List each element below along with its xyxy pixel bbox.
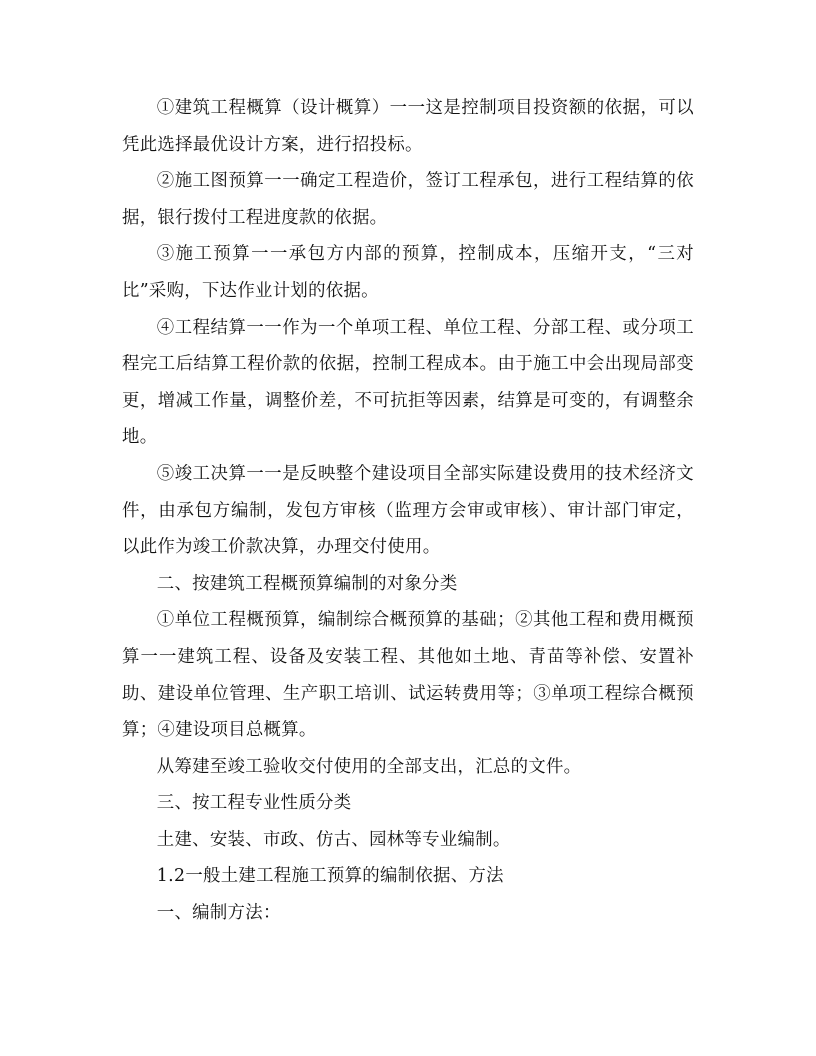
subheading-compilation-method: 一、编制方法： xyxy=(156,903,281,924)
section-heading-1-2: 1.2一般土建工程施工预算的编制依据、方法 xyxy=(156,866,504,887)
paragraph-construction-drawing-budget: ②施工图预算一一确定工程造价，签订工程承包，进行工程结算的依据，银行拨付工程进度款的依据。 xyxy=(122,171,694,228)
paragraph-specialty-list: 土建、安装、市政、仿古、园林等专业编制。 xyxy=(156,829,511,850)
paragraph-object-categories: ①单位工程概预算，编制综合概预算的基础；②其他工程和费用概预算一一建筑工程、设备及安装工程、其他如土地、青苗等补偿、安置补助、建设单位管理、生产职工培训、试运转费用等；③单项工程综合概预算；④建设项目总概算。 xyxy=(122,610,694,741)
section-heading-by-object: 二、按建筑工程概预算编制的对象分类 xyxy=(156,573,458,594)
paragraph-project-settlement: ④工程结算一一作为一个单项工程、单位工程、分部工程、或分项工程完工后结算工程价款的依据，控制工程成本。由于施工中会出现局部变更，增减工作量，调整价差，不可抗拒等因素，结算是可变的，有调整余地。 xyxy=(122,317,694,448)
paragraph-design-estimate: ①建筑工程概算（设计概算）一一这是控制项目投资额的依据，可以凭此选择最优设计方案，进行招投标。 xyxy=(122,98,694,155)
paragraph-summary-document: 从筹建至竣工验收交付使用的全部支出，汇总的文件。 xyxy=(156,756,582,777)
paragraph-final-account: ⑤竣工决算一一是反映整个建设项目全部实际建设费用的技术经济文件，由承包方编制，发包方审核（监理方会审或审核）、审计部门审定，以此作为竣工价款决算，办理交付使用。 xyxy=(122,463,694,558)
paragraph-construction-budget: ③施工预算一一承包方内部的预算，控制成本，压缩开支，“三对比”采购，下达作业计划的依据。 xyxy=(122,244,694,301)
section-heading-by-specialty: 三、按工程专业性质分类 xyxy=(156,793,352,814)
document-body xyxy=(122,90,694,932)
